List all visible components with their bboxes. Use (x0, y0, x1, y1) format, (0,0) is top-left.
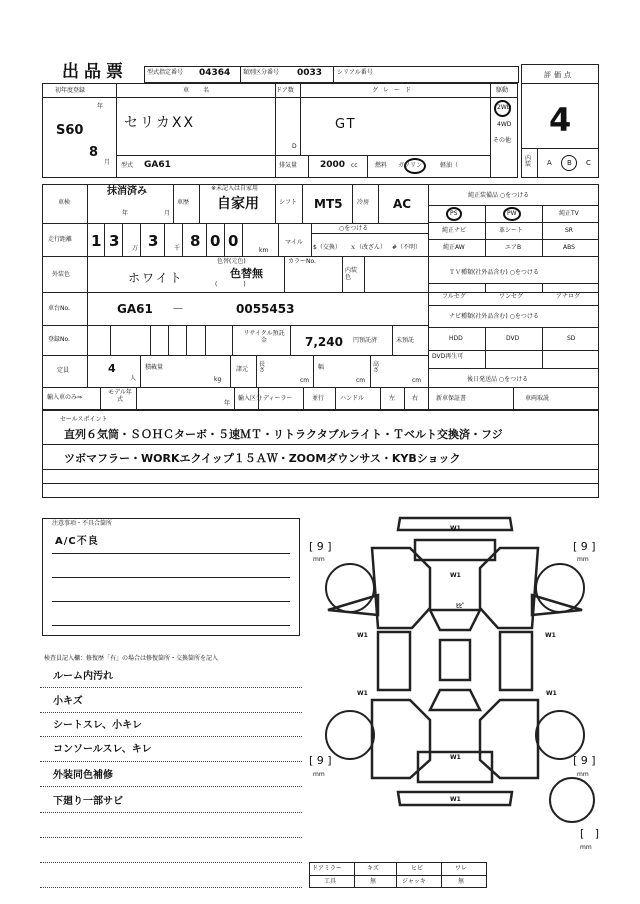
shift-label: シフト (279, 199, 298, 206)
legend-jack: ジャッキ (402, 878, 426, 885)
notes-label: 注意事項・不具合箇所 (52, 520, 113, 527)
car-name: セリカXX (124, 115, 196, 131)
left-door-shape (378, 632, 410, 690)
height-cm: cm (412, 377, 422, 384)
car-name-label: 車名 (183, 87, 224, 94)
fuel-gasoline: ガソリン (398, 162, 423, 169)
model-label: 型式 (121, 162, 134, 169)
type-no-value: 04364 (199, 68, 231, 78)
meter-opt-exchange: $（交換） (313, 244, 341, 251)
left-quarter-shape (372, 700, 430, 778)
use-note: ※未記入は自家用 (211, 185, 259, 192)
handle-label: ハンドル (340, 395, 365, 402)
tire-fr-depth: [ 9 ] (573, 540, 596, 553)
drive-4wd: 4WD (497, 121, 512, 128)
cc-unit: cc (351, 162, 358, 169)
orig-color-paren: ( ) (215, 281, 248, 288)
tire-rr-depth: [ 9 ] (573, 754, 596, 767)
handle-left: 左 (389, 395, 396, 402)
tire-rr-mm: mm (577, 771, 589, 778)
capacity-value: 4 (108, 362, 116, 375)
legend-scratch: キズ (367, 865, 379, 872)
mark-right-rear: W1 (546, 690, 557, 697)
inspector-item-3: シートスレ、小キレ (53, 720, 142, 731)
notes-item-1: A/C不良 (55, 536, 99, 547)
fuel-label: 燃料 (375, 162, 388, 169)
first-reg-month: 8 (89, 145, 99, 160)
class-no-value: 0033 (297, 68, 323, 78)
man-unit: 万 (132, 245, 139, 252)
equip-pw: PW (507, 210, 517, 217)
model-year-unit: 年 (224, 400, 231, 407)
color-label: 外装色 (52, 271, 71, 278)
tv-oneseg: ワンセグ (499, 293, 524, 300)
first-reg-label: 初年度登録 (55, 87, 86, 94)
meter-opt-unknown: #（不明） (392, 244, 422, 251)
displacement-value: 2000 (320, 160, 346, 170)
orig-color-label: 色替(元色) (217, 258, 246, 265)
width-cm: cm (356, 377, 366, 384)
navi-sd: SD (567, 335, 576, 342)
score-label: 評価点 (544, 71, 574, 79)
navi-dvd: DVD (506, 335, 520, 342)
inspection-value: 抹消済み (107, 186, 147, 197)
mileage-label: 走行距離 (48, 236, 73, 243)
length-label: 長さ (259, 361, 266, 374)
mileage-digit-6: 0 (228, 232, 239, 250)
tire-fr (536, 564, 584, 612)
interior-opt-b: B (567, 159, 572, 167)
tire-rl-depth: [ 9 ] (309, 754, 332, 767)
grade-label: グレード (372, 87, 417, 94)
chassis-number: 0055453 (236, 302, 295, 316)
tire-spare-mm: mm (580, 844, 592, 851)
dvd-playback: DVD再生可 (432, 353, 464, 360)
equip-title: 純正装備品 ○をつける (468, 192, 530, 199)
mark-crack: ﾋﾋﾞ (456, 603, 466, 610)
equip-aw: 純正AW (443, 244, 465, 251)
inspector-label: 検査員記入欄：修復歴「有」の場合は修復箇所・交換箇所を記入 (44, 655, 219, 662)
mark-left-front: W1 (357, 632, 368, 639)
tire-rr (536, 711, 584, 759)
navi-hdd: HDD (449, 335, 463, 342)
use-value: 自家用 (217, 196, 259, 212)
mark-roof: W1 (450, 754, 461, 761)
tire-fl (326, 564, 374, 612)
ac-label: 冷房 (357, 199, 370, 206)
mileage-digit-5: 0 (210, 232, 221, 250)
dims-label: 諸元 (236, 366, 249, 373)
tire-rl (326, 711, 374, 759)
year-unit: 年 (97, 103, 104, 110)
manual-label: 車両取説 (525, 395, 550, 402)
equip-sr: SR (565, 227, 573, 234)
door-suffix: D (292, 143, 297, 150)
mark-rear: W1 (450, 796, 461, 803)
meter-opt-tamper: ｘ（改ざん） (350, 244, 387, 251)
tire-fl-mm: mm (313, 556, 325, 563)
inspector-item-5: 外装同色補修 (53, 770, 113, 781)
legend-jack-value: 無 (458, 878, 465, 885)
mileage-digit-1: 1 (91, 232, 102, 250)
ac-value: AC (393, 197, 412, 211)
handle-right: 右 (412, 395, 419, 402)
person-unit: 人 (130, 375, 137, 382)
capacity-label: 定員 (57, 367, 70, 374)
legend-tools: 工具 (324, 878, 337, 885)
windshield-shape (430, 610, 480, 630)
kg-unit: kg (214, 376, 222, 383)
first-reg-year: S60 (56, 123, 84, 138)
import-class-label: 輸入区分 (238, 395, 263, 402)
model-value: GA61 (144, 160, 171, 170)
mileage-digit-3: 3 (148, 232, 159, 250)
interior-opt-c: C (586, 159, 591, 167)
km-unit: km (259, 247, 269, 254)
interior-label: 内装 (525, 155, 532, 168)
tire-spare (550, 778, 594, 822)
interior-opt-a: A (547, 159, 552, 167)
mark-right-front: W1 (545, 632, 556, 639)
tire-fr-mm: mm (577, 556, 589, 563)
legend-crack: ヒビ (411, 865, 424, 872)
legend-broken: ワレ (455, 865, 468, 872)
mark-hood: W1 (450, 572, 461, 579)
score-value: 4 (549, 101, 572, 139)
tv-title: ＴＶ種類(社外品含む) ○をつける (449, 269, 539, 276)
tv-fullseg: フルセグ (442, 293, 466, 300)
door-label: ドア数 (276, 87, 294, 94)
recycle-label: リサイクル預託金 (243, 330, 285, 345)
recycle-unit: 円預託済 (353, 337, 378, 344)
roof-shape (440, 640, 470, 680)
page-title: 出品票 (62, 62, 128, 82)
hood-shape (415, 540, 495, 560)
sen-unit: 千 (174, 245, 181, 252)
tire-rl-mm: mm (313, 771, 325, 778)
equip-ps: PS (450, 210, 458, 217)
length-cm: cm (300, 377, 310, 384)
sales-line-2: ツボマフラー・WORKエクイップ１５ＡＷ・ZOOMダウンサス・KYBショック (64, 452, 461, 465)
legend-tools-value: 無 (370, 878, 377, 885)
shift-value: MT5 (314, 197, 343, 211)
inspection-label: 車検 (58, 199, 71, 206)
grade-value: GT (335, 117, 357, 132)
drive-2wd: 2WD (497, 104, 512, 111)
recycle-value: 7,240 (305, 335, 343, 349)
width-label: 幅 (318, 364, 325, 371)
inspector-item-6: 下廻り一部サビ (53, 796, 123, 807)
equip-abs: ABS (563, 244, 575, 251)
chassis-prefix: GA61 (117, 302, 153, 316)
height-label: 高さ (373, 361, 380, 374)
import-dealer: ディーラー (263, 395, 293, 402)
warranty-label: 新車保証書 (436, 395, 467, 402)
class-no-label: 類別区分番号 (243, 69, 280, 76)
import-label: 輸入車のみ⇒ (47, 394, 83, 401)
sales-line-1: 直列６気筒・ＳＯＨＣターボ・５速ＭＴ・リトラクタブルライト・Ｔベルト交換済・フジ (64, 428, 503, 441)
type-no-label: 型式指定番号 (147, 69, 184, 76)
equip-navi: 純正ナビ (442, 227, 467, 234)
mile-label: マイル (285, 239, 303, 246)
tire-spare-depth: [ ] (580, 827, 600, 840)
equip-tv: 純正TV (559, 210, 579, 217)
mileage-digit-4: 8 (190, 232, 201, 250)
inspection-year: 年 (122, 210, 129, 217)
int-color-label: 内装色 (345, 267, 358, 282)
load-label: 積載量 (145, 364, 164, 371)
disp-label: 排気量 (279, 162, 298, 169)
reg-no-label: 登録No. (48, 336, 70, 343)
import-parallel: 並行 (312, 395, 325, 402)
inspector-item-2: 小キズ (53, 696, 83, 707)
month-unit: 月 (104, 159, 111, 166)
legend-mirror: ドアミラー (312, 865, 342, 872)
meter-header: ○をつける (339, 225, 369, 232)
inspection-month: 月 (164, 210, 171, 217)
color-value: ホワイト (128, 271, 184, 285)
recycle-not: 未預託 (396, 337, 415, 344)
mileage-digit-2: 3 (109, 232, 120, 250)
tire-fl-depth: [ 9 ] (309, 540, 332, 553)
drive-other: その他 (493, 137, 512, 144)
tv-analog: アナログ (556, 293, 581, 300)
chassis-dash: － (172, 302, 185, 316)
serial-no-label: シリアル番号 (337, 69, 373, 76)
aftercare-title: 後日発送品 ○をつける (467, 376, 529, 383)
inspector-item-4: コンソールスレ、キレ (53, 744, 152, 755)
mark-front: W1 (450, 525, 461, 532)
fuel-diesel: 軽油（ (440, 162, 459, 169)
mark-left-rear: W1 (357, 690, 368, 697)
color-no-label: カラーNo. (288, 258, 316, 265)
chassis-label: 車台No. (48, 305, 70, 312)
inspector-item-1: ルーム内汚れ (53, 671, 113, 682)
model-year-label: モデル年式 (108, 389, 132, 403)
equip-leather: 革シート (499, 227, 524, 234)
rear-glass-shape (430, 690, 480, 710)
equip-airbag: エアB (505, 244, 522, 251)
right-door-shape (500, 632, 532, 690)
navi-title: ナビ種類(社外品含む) ○をつける (449, 313, 539, 320)
drive-label: 駆動 (496, 87, 509, 94)
right-quarter-shape (480, 700, 538, 778)
orig-color-value: 色替無 (230, 267, 263, 280)
sales-point-label: セールスポイント (60, 416, 108, 423)
use-label: 車歴 (177, 199, 190, 206)
